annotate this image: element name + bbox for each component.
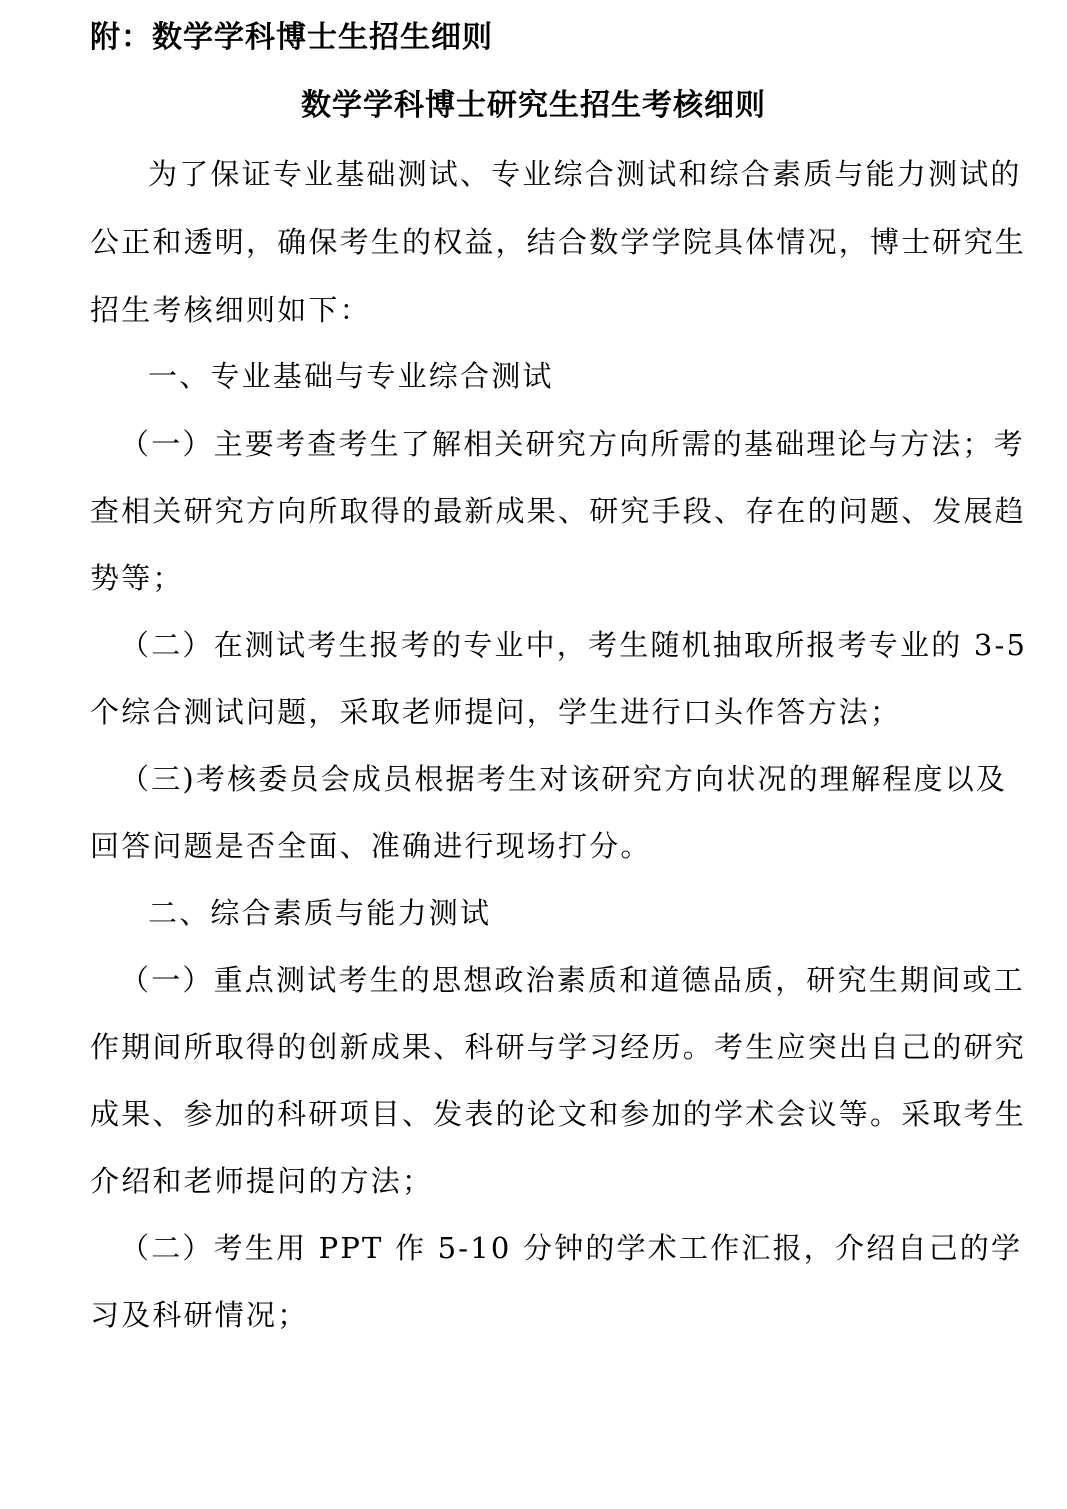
- page-title: 数学学科博士研究生招生考核细则: [301, 88, 766, 123]
- intro-line-1: 为了保证专业基础测试、专业综合测试和综合素质与能力测试的: [148, 157, 1022, 191]
- section2-item2-line-1: （二）考生用 PPT 作 5-10 分钟的学术工作汇报，介绍自己的学: [120, 1231, 1023, 1265]
- section2-item1-line-4: 介绍和老师提问的方法；: [90, 1164, 434, 1198]
- section1-item3-line-1: （三)考核委员会成员根据考生对该研究方向状况的理解程度以及: [120, 762, 1008, 796]
- section1-item1-line-1: （一）主要考查考生了解相关研究方向所需的基础理论与方法；考: [120, 427, 1025, 461]
- section2-item2-line-2: 习及科研情况；: [90, 1298, 309, 1332]
- section1-heading: 一、专业基础与专业综合测试: [148, 359, 554, 393]
- section1-item3-line-2: 回答问题是否全面、准确进行现场打分。: [90, 829, 652, 863]
- section2-item1-line-1: （一）重点测试考生的思想政治素质和道德品质，研究生期间或工: [120, 963, 1025, 997]
- section2-item1-line-3: 成果、参加的科研项目、发表的论文和参加的学术会议等。采取考生: [90, 1097, 1027, 1131]
- section2-heading: 二、综合素质与能力测试: [148, 896, 492, 930]
- intro-line-2: 公正和透明，确保考生的权益，结合数学学院具体情况，博士研究生: [90, 225, 1027, 259]
- attachment-heading: 附：数学学科博士生招生细则: [90, 20, 493, 55]
- intro-line-3: 招生考核细则如下：: [90, 293, 371, 327]
- section2-item1-line-2: 作期间所取得的创新成果、科研与学习经历。考生应突出自己的研究: [90, 1030, 1027, 1064]
- section1-item1-line-3: 势等；: [90, 561, 184, 595]
- section1-item2-line-2: 个综合测试问题，采取老师提问，学生进行口头作答方法；: [90, 695, 902, 729]
- section1-item2-line-1: （二）在测试考生报考的专业中，考生随机抽取所报考专业的 3-5: [120, 628, 1028, 662]
- section1-item1-line-2: 查相关研究方向所取得的最新成果、研究手段、存在的问题、发展趋: [90, 494, 1027, 528]
